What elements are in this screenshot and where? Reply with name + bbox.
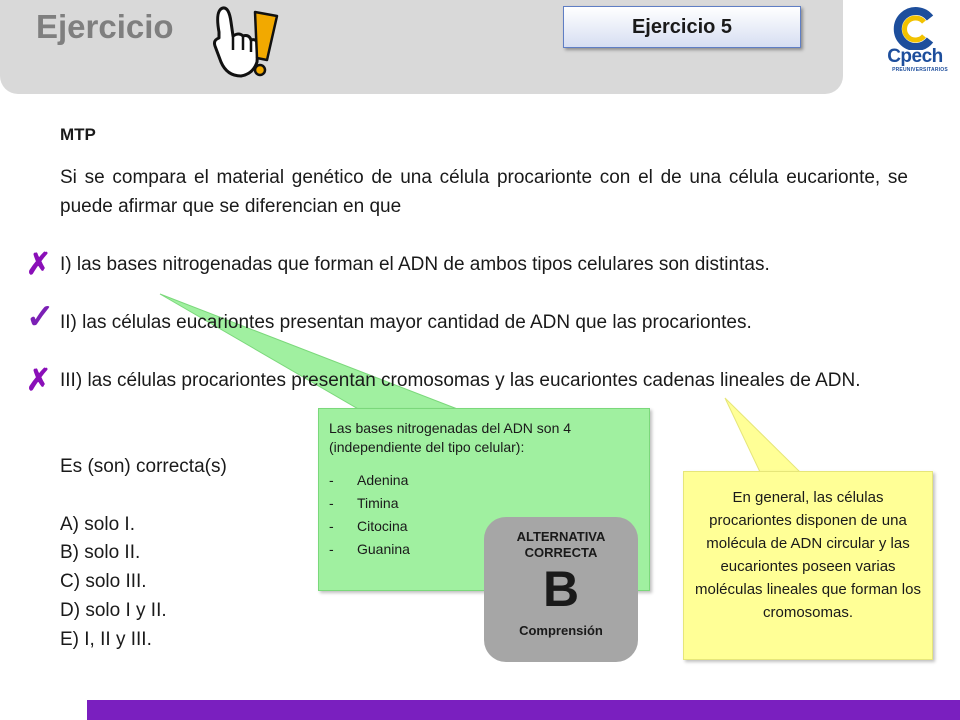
subject-label: MTP bbox=[60, 125, 96, 144]
answer-skill: Comprensión bbox=[519, 623, 603, 638]
list-item: - Guanina bbox=[329, 541, 410, 557]
yellow-callout-pointer bbox=[725, 398, 800, 472]
correct-mark-icon: ✓ bbox=[26, 298, 55, 336]
list-item: - Adenina bbox=[329, 472, 409, 488]
question-stem: Si se compara el material genético de una célula procarionte con el de una célula eucarionte, se puede afirmar que se diferencian en que bbox=[60, 167, 908, 217]
list-item: - Citocina bbox=[329, 518, 408, 534]
question-prompt: Es (son) correcta(s) bbox=[60, 456, 227, 477]
wrong-mark-icon: ✗ bbox=[26, 364, 52, 397]
wrong-mark-icon: ✗ bbox=[26, 248, 52, 281]
logo-subtext: PREUNIVERSITARIOS bbox=[892, 67, 948, 73]
green-callout-text: Las bases nitrogenadas del ADN son 4 (independiente del tipo celular): bbox=[329, 420, 572, 455]
statement-1: I) las bases nitrogenadas que forman el ADN de ambos tipos celulares son distintas. bbox=[60, 254, 770, 275]
statement-3: III) las células procariontes presentan cromosomas y las eucariontes cadenas lineales de ADN. bbox=[60, 370, 861, 391]
exercise-badge: Ejercicio 5 bbox=[563, 6, 801, 48]
option-d: D) solo I y II. bbox=[60, 600, 167, 621]
option-b: B) solo II. bbox=[60, 542, 141, 563]
page-title: Ejercicio bbox=[36, 8, 174, 45]
option-e: E) I, II y III. bbox=[60, 629, 152, 650]
option-c: C) solo III. bbox=[60, 571, 147, 592]
logo-text: Cpech bbox=[887, 46, 943, 67]
footer-bar bbox=[87, 700, 960, 720]
list-item: - Timina bbox=[329, 495, 399, 511]
answer-letter: B bbox=[542, 561, 580, 617]
option-a: A) solo I. bbox=[60, 514, 135, 535]
answer-heading: ALTERNATIVA CORRECTA bbox=[516, 529, 606, 560]
answer-box bbox=[484, 517, 638, 662]
statement-2: II) las células eucariontes presentan mayor cantidad de ADN que las procariontes. bbox=[60, 312, 752, 333]
yellow-callout: En general, las células procariontes disponen de una molécula de ADN circular y las eucariontes poseen varias moléculas lineales que forman los cromosomas. bbox=[683, 471, 933, 660]
